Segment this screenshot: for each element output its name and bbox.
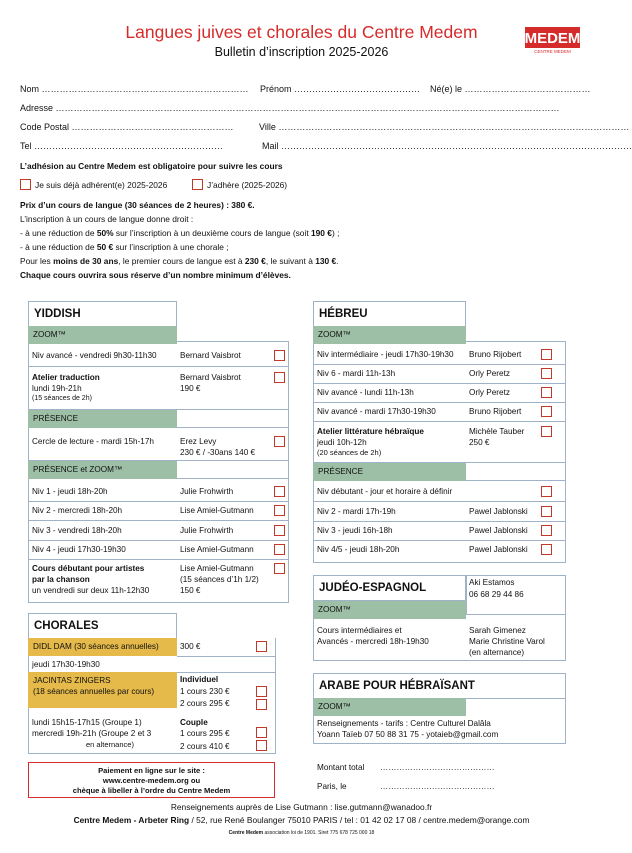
didl-dam-bar: DIDL DAM (30 séances annuelles) (28, 638, 177, 656)
choir-individual-2: 2 cours 295 € (180, 699, 230, 708)
didl-dam-time: jeudi 17h30-19h30 (32, 660, 100, 669)
hebreu-p4-checkbox[interactable] (541, 544, 552, 555)
yiddish-p1-teacher: Erez Levy (180, 437, 217, 446)
nom-field[interactable]: Nom …………………………………………………………… (20, 84, 249, 94)
hebreu-zoom-bar: ZOOM™ (313, 326, 466, 344)
yiddish-pz5-course-a: Cours débutant pour artistes (32, 564, 145, 573)
footer-contact: Renseignements auprès de Lise Gutmann : lise.gutmann@wanadoo.fr (170, 802, 433, 812)
yiddish-pz2-checkbox[interactable] (274, 505, 285, 516)
yiddish-title: YIDDISH (34, 308, 81, 320)
hebreu-z5-note: (20 séances de 2h) (317, 448, 382, 457)
yiddish-z2-time: lundi 19h-21h (32, 384, 82, 393)
yiddish-zoom-bar: ZOOM™ (28, 326, 177, 344)
ville-field[interactable]: Ville ……………………………………………………………………………………………………… (259, 122, 630, 132)
already-member-label: Je suis déjà adhérent(e) 2025-2026 (35, 180, 168, 190)
hebreu-z5-course: Atelier littérature hébraïque (317, 427, 424, 436)
hebreu-p4-course: Niv 4/5 - jeudi 18h-20h (317, 545, 400, 554)
judeo-teacher-2: Marie Christine Varol (469, 637, 545, 646)
yiddish-presence-zoom-bar: PRÉSENCE et ZOOM™ (28, 461, 177, 479)
yiddish-pz4-teacher: Lise Amiel-Gutmann (180, 545, 254, 554)
paris-le-label: Paris, le (317, 782, 347, 791)
yiddish-p1-price: 230 € / -30ans 140 € (180, 448, 256, 457)
choir-individual-1-checkbox[interactable] (256, 686, 267, 697)
footer-address: Centre Medem - Arbeter Ring / 52, rue René Boulanger 75010 PARIS / tel : 01 42 02 17 08 / centre.medem@orange.com (73, 815, 530, 825)
hebreu-z4-checkbox[interactable] (541, 406, 552, 417)
arabe-title-box (313, 673, 566, 699)
hebreu-z5-teacher: Michèle Tauber (469, 427, 525, 436)
yiddish-p1-course: Cercle de lecture - mardi 15h-17h (32, 437, 154, 446)
logo-caption: CENTRE MEDEM (534, 49, 571, 54)
arabe-line-1: Renseignements - tarifs : Centre Culturel Dalâla (317, 719, 491, 728)
hebreu-p3-course: Niv 3 - jeudi 16h-18h (317, 526, 393, 535)
hebreu-z5-time: jeudi 10h-12h (317, 438, 367, 447)
payment-link[interactable]: www.centre-medem.org ou (102, 776, 201, 785)
hebreu-p2-course: Niv 2 - mardi 17h-19h (317, 507, 396, 516)
pricing-line-5: Pour les moins de 30 ans, le premier cours de langue est à 230 €, le suivant à 130 €. (20, 256, 339, 266)
pricing-line-4: - à une réduction de 50 € sur l’inscription à une chorale ; (20, 242, 229, 252)
hebreu-z2-teacher: Orly Peretz (469, 369, 510, 378)
choir-individual-2-checkbox[interactable] (256, 699, 267, 710)
arabe-title: ARABE POUR HÉBRAÏSANT (319, 680, 475, 692)
hebreu-p2-checkbox[interactable] (541, 506, 552, 517)
yiddish-pz5-course-b: par la chanson (32, 575, 90, 584)
yiddish-pz5-note: (15 séances d’1h 1/2) (180, 575, 259, 584)
hebreu-z5-checkbox[interactable] (541, 426, 552, 437)
payment-line-1: Paiement en ligne sur le site : (98, 766, 205, 775)
yiddish-presence-bar: PRÉSENCE (28, 410, 177, 428)
judeo-contact-phone: 06 68 29 44 86 (469, 590, 524, 599)
arabe-zoom-bar: ZOOM™ (313, 698, 466, 716)
hebreu-p2-teacher: Pawel Jablonski (469, 507, 528, 516)
chorales-title-box (28, 613, 177, 639)
judeo-title: JUDÉO-ESPAGNOL (319, 582, 427, 594)
yiddish-pz2-teacher: Lise Amiel-Gutmann (180, 506, 254, 515)
montant-field[interactable]: …………………………………… (380, 763, 495, 772)
choir-couple-label: Couple (180, 718, 208, 727)
choir-times-b: mercredi 19h-21h (Groupe 2 et 3 (32, 729, 152, 738)
chorales-title: CHORALES (34, 620, 99, 632)
choir-times-a: lundi 15h15-17h15 (Groupe 1) (32, 718, 142, 727)
choir-couple-2: 2 cours 410 € (180, 742, 230, 751)
page-subtitle: Bulletin d’inscription 2025-2026 (214, 45, 389, 59)
yiddish-pz1-course: Niv 1 - jeudi 18h-20h (32, 487, 108, 496)
yiddish-pz1-teacher: Julie Frohwirth (180, 487, 234, 496)
montant-label: Montant total (317, 763, 365, 772)
choir-individual-1: 1 cours 230 € (180, 687, 230, 696)
jacintas-zingers-bar (28, 672, 177, 708)
hebreu-z3-checkbox[interactable] (541, 387, 552, 398)
hebreu-z1-course: Niv intermédiaire - jeudi 17h30-19h30 (317, 350, 454, 359)
mail-field[interactable]: Mail ……………………………………………………………………………………………………… (262, 141, 632, 151)
yiddish-pz5-price: 150 € (180, 586, 201, 595)
new-member-checkbox[interactable] (192, 179, 203, 190)
logo-text: MEDEM (524, 30, 581, 47)
yiddish-z2-note: (15 séances de 2h) (32, 395, 92, 402)
judeo-teacher-1: Sarah Gimenez (469, 626, 526, 635)
yiddish-p1-checkbox[interactable] (274, 436, 285, 447)
footer-legal: Centre Medem association loi de 1901. Siret 775 678 725 000 18 (228, 830, 375, 836)
judeo-teacher-3: (en alternance) (469, 648, 525, 657)
hebreu-p3-teacher: Pawel Jablonski (469, 526, 528, 535)
judeo-zoom-bar: ZOOM™ (313, 601, 466, 619)
yiddish-pz3-checkbox[interactable] (274, 525, 285, 536)
payment-line-3: chèque à libeller à l’ordre du Centre Medem (72, 786, 231, 795)
already-member-checkbox[interactable] (20, 179, 31, 190)
yiddish-pz5-teacher: Lise Amiel-Gutmann (180, 564, 254, 573)
yiddish-title-box (28, 301, 177, 327)
jacintas-note: (18 séances annuelles par cours) (33, 687, 155, 696)
judeo-course-a: Cours intermédiaires et (317, 626, 402, 635)
yiddish-z2-teacher: Bernard Vaisbrot (180, 373, 241, 382)
payment-box (28, 762, 275, 798)
new-member-label: J’adhère (2025-2026) (207, 180, 288, 190)
hebreu-title-box (313, 301, 466, 327)
hebreu-z5-price: 250 € (469, 438, 490, 447)
hebreu-z2-course: Niv 6 - mardi 11h-13h (317, 369, 396, 378)
yiddish-pz5-time: un vendredi sur deux 11h-12h30 (32, 586, 150, 595)
yiddish-z2-price: 190 € (180, 384, 201, 393)
hebreu-z4-teacher: Bruno Rijobert (469, 407, 522, 416)
pricing-line-1: Prix d’un cours de langue (30 séances de 2 heures) : 380 €. (20, 200, 255, 210)
judeo-title-box (313, 575, 466, 601)
date-field[interactable]: …………………………………… (380, 782, 495, 791)
hebreu-presence-bar: PRÉSENCE (313, 463, 466, 481)
choir-couple-2-checkbox[interactable] (256, 740, 267, 751)
jacintas-title: JACINTAS ZINGERS (33, 676, 111, 685)
pricing-line-2: L’inscription à un cours de langue donne droit : (20, 214, 194, 224)
judeo-contact-name: Aki Estamos (469, 578, 515, 587)
yiddish-pz4-course: Niv 4 - jeudi 17h30-19h30 (32, 545, 126, 554)
hebreu-z4-course: Niv avancé - mardi 17h30-19h30 (317, 407, 436, 416)
yiddish-z1-course: Niv avancé - vendredi 9h30-11h30 (32, 351, 157, 360)
choir-couple-1: 1 cours 295 € (180, 729, 230, 738)
yiddish-z1-teacher: Bernard Vaisbrot (180, 351, 241, 360)
yiddish-pz3-teacher: Julie Frohwirth (180, 526, 234, 535)
yiddish-z1-checkbox[interactable] (274, 350, 285, 361)
yiddish-z2-course: Atelier traduction (32, 373, 100, 382)
yiddish-pz2-course: Niv 2 - mercredi 18h-20h (32, 506, 123, 515)
birthdate-field[interactable]: Né(e) le …………………………………… (430, 84, 591, 94)
choir-couple-1-checkbox[interactable] (256, 727, 267, 738)
adresse-field[interactable]: Adresse …………………………………………………………………………………………………………………………………………………… (20, 103, 560, 113)
didl-dam-price: 300 € (180, 642, 201, 651)
medem-logo (525, 27, 580, 54)
yiddish-pz4-checkbox[interactable] (274, 544, 285, 555)
yiddish-pz1-checkbox[interactable] (274, 486, 285, 497)
didl-dam-checkbox[interactable] (256, 641, 267, 652)
choir-times-c: en alternance) (86, 740, 134, 749)
hebreu-p1-course: Niv débutant - jour et horaire à définir (317, 487, 453, 496)
hebreu-p1-checkbox[interactable] (541, 486, 552, 497)
judeo-course-b: Avancés - mercredi 18h-19h30 (317, 637, 429, 646)
hebreu-z1-teacher: Bruno Rijobert (469, 350, 522, 359)
pricing-line-6: Chaque cours ouvrira sous réserve d’un nombre minimum d’élèves. (20, 270, 291, 280)
hebreu-z3-teacher: Orly Peretz (469, 388, 510, 397)
hebreu-p3-checkbox[interactable] (541, 525, 552, 536)
choir-individual-label: Individuel (180, 675, 219, 684)
pricing-line-3: - à une réduction de 50% sur l’inscription à un deuxième cours de langue (soit 190 €) ; (20, 228, 340, 238)
code-postal-field[interactable]: Code Postal ……………………………………………… (20, 122, 234, 132)
yiddish-pz5-checkbox[interactable] (274, 563, 285, 574)
hebreu-title: HÉBREU (319, 308, 368, 320)
yiddish-pz3-course: Niv 3 - vendredi 18h-20h (32, 526, 122, 535)
yiddish-z2-checkbox[interactable] (274, 372, 285, 383)
hebreu-p4-teacher: Pawel Jablonski (469, 545, 528, 554)
arabe-line-2: Yoann Taïeb 07 50 88 31 75 - yotaieb@gmail.com (317, 730, 499, 739)
hebreu-z2-checkbox[interactable] (541, 368, 552, 379)
membership-heading: L’adhésion au Centre Medem est obligatoire pour suivre les cours (20, 161, 283, 171)
prenom-field[interactable]: Prénom …………………………………… (260, 84, 421, 94)
hebreu-z1-checkbox[interactable] (541, 349, 552, 360)
tel-field[interactable]: Tel ……………………………………………………… (20, 141, 224, 151)
page-title: Langues juives et chorales du Centre Medem (125, 22, 478, 42)
hebreu-z3-course: Niv avancé - lundi 11h-13h (317, 388, 414, 397)
